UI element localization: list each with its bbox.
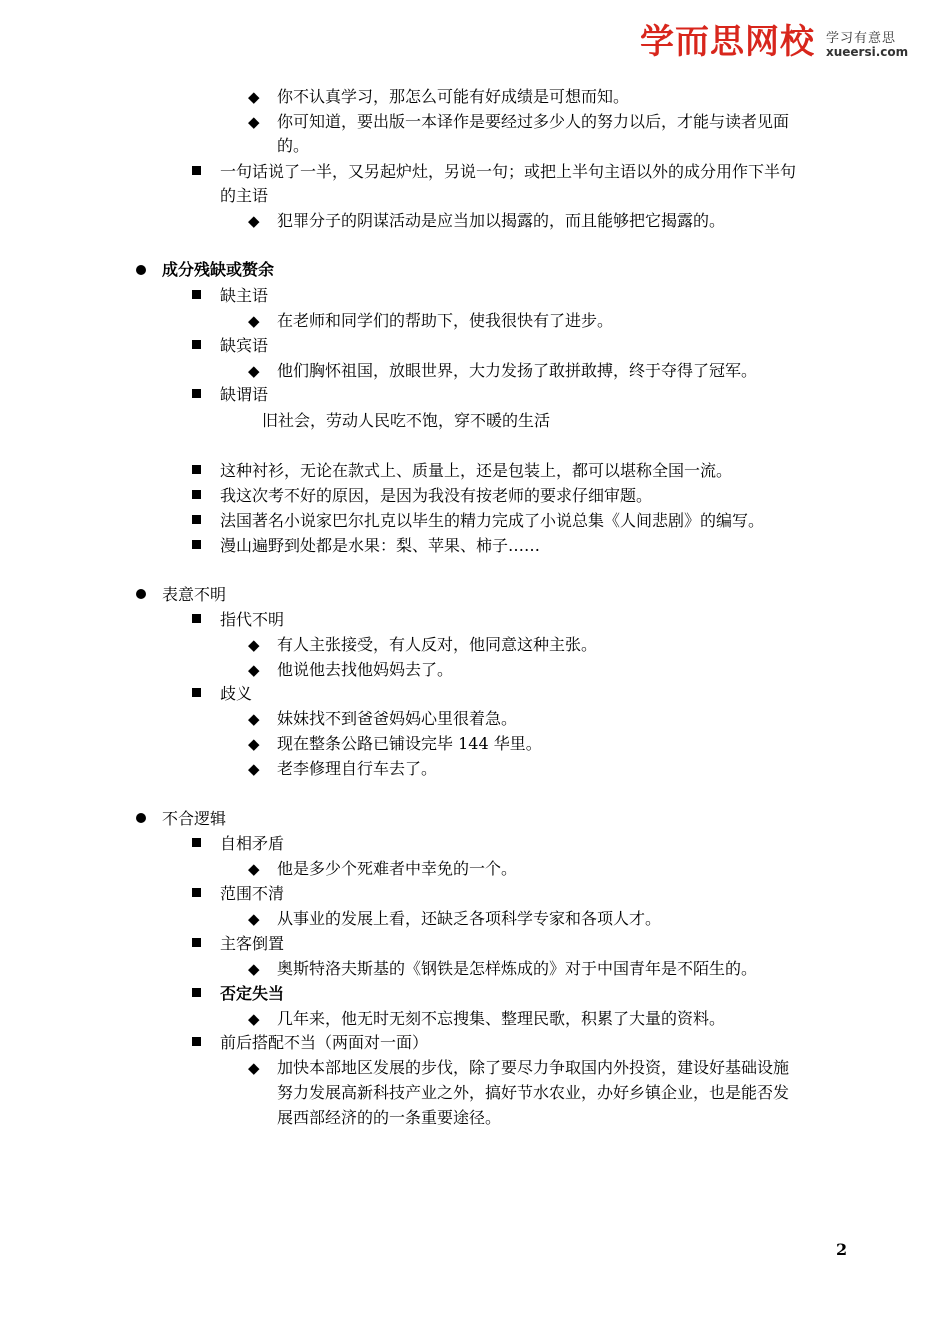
logo-domain: xueersi.com — [826, 45, 909, 59]
diamond-bullet-icon: ◆ — [248, 362, 260, 380]
diamond-bullet-icon: ◆ — [248, 312, 260, 330]
example-sentence: 现在整条公路已铺设完毕 144 华里。 — [277, 734, 542, 753]
diamond-bullet-icon: ◆ — [248, 760, 260, 778]
example-sentence: 他说他去找他妈妈去了。 — [277, 660, 454, 679]
circle-bullet-icon — [136, 589, 146, 599]
example-sentence: 你不认真学习，那怎么可能有好成绩是可想而知。 — [277, 87, 630, 106]
rule-text: 一句话说了一半，又另起炉灶，另说一句；或把上半句主语以外的成分用作下半句 — [220, 162, 797, 181]
section-title: 成分残缺或赘余 — [162, 260, 275, 279]
subsection-title: 范围不清 — [220, 884, 285, 903]
logo-slogan: 学习有意思 — [826, 31, 897, 46]
example-sentence: 这种衬衫，无论在款式上、质量上，还是包装上，都可以堪称全国一流。 — [220, 461, 733, 480]
diamond-bullet-icon: ◆ — [248, 860, 260, 878]
subsection-title: 主客倒置 — [220, 934, 285, 953]
example-sentence: 你可知道，要出版一本译作是要经过多少人的努力以后，才能与读者见面 — [277, 112, 790, 131]
square-bullet-icon — [192, 340, 201, 349]
square-bullet-icon — [192, 465, 201, 474]
example-sentence: 旧社会，劳动人民吃不饱，穿不暖的生活 — [262, 411, 551, 430]
example-sentence: 法国著名小说家巴尔扎克以毕生的精力完成了小说总集《人间悲剧》的编写。 — [220, 511, 765, 530]
subsection-title: 缺主语 — [220, 286, 269, 305]
diamond-bullet-icon: ◆ — [248, 113, 260, 131]
example-sentence-continued: 展西部经济的的一条重要途径。 — [277, 1108, 502, 1127]
example-sentence: 我这次考不好的原因，是因为我没有按老师的要求仔细审题。 — [220, 486, 653, 505]
diamond-bullet-icon: ◆ — [248, 710, 260, 728]
example-sentence: 他是多少个死难者中幸免的一个。 — [277, 859, 518, 878]
example-sentence: 有人主张接受，有人反对，他同意这种主张。 — [277, 635, 598, 654]
example-sentence: 犯罪分子的阴谋活动是应当加以揭露的，而且能够把它揭露的。 — [277, 211, 726, 230]
circle-bullet-icon — [136, 813, 146, 823]
square-bullet-icon — [192, 166, 201, 175]
diamond-bullet-icon: ◆ — [248, 636, 260, 654]
circle-bullet-icon — [136, 265, 146, 275]
diamond-bullet-icon: ◆ — [248, 735, 260, 753]
square-bullet-icon — [192, 389, 201, 398]
subsection-title: 缺宾语 — [220, 336, 269, 355]
diamond-bullet-icon: ◆ — [248, 212, 260, 230]
subsection-title: 自相矛盾 — [220, 834, 285, 853]
example-sentence: 妹妹找不到爸爸妈妈心里很着急。 — [277, 709, 518, 728]
example-sentence-continued: 努力发展高新科技产业之外，搞好节水农业，办好乡镇企业，也是能否发 — [277, 1083, 790, 1102]
section-title: 表意不明 — [162, 585, 227, 604]
diamond-bullet-icon: ◆ — [248, 88, 260, 106]
square-bullet-icon — [192, 515, 201, 524]
example-sentence: 奥斯特洛夫斯基的《钢铁是怎样炼成的》对于中国青年是不陌生的。 — [277, 959, 758, 978]
subsection-title: 指代不明 — [220, 610, 285, 629]
example-sentence: 从事业的发展上看，还缺乏各项科学专家和各项人才。 — [277, 909, 662, 928]
square-bullet-icon — [192, 938, 201, 947]
diamond-bullet-icon: ◆ — [248, 960, 260, 978]
rule-text-continued: 的主语 — [220, 186, 269, 205]
subsection-title: 歧义 — [220, 684, 253, 703]
brand-logo — [640, 22, 920, 66]
square-bullet-icon — [192, 490, 201, 499]
section-title: 不合逻辑 — [162, 809, 227, 828]
logo-text: 学而思网校 — [640, 22, 815, 62]
example-sentence: 在老师和同学们的帮助下，使我很快有了进步。 — [277, 311, 614, 330]
square-bullet-icon — [192, 988, 201, 997]
subsection-title: 前后搭配不当（两面对一面） — [220, 1033, 429, 1052]
diamond-bullet-icon: ◆ — [248, 661, 260, 679]
page-number: 2 — [836, 1240, 848, 1259]
subsection-title: 否定失当 — [220, 984, 285, 1003]
example-sentence: 加快本部地区发展的步伐，除了要尽力争取国内外投资，建设好基础设施 — [277, 1058, 790, 1077]
example-sentence: 他们胸怀祖国，放眼世界，大力发扬了敢拼敢搏，终于夺得了冠军。 — [277, 361, 758, 380]
square-bullet-icon — [192, 290, 201, 299]
diamond-bullet-icon: ◆ — [248, 1059, 260, 1077]
diamond-bullet-icon: ◆ — [248, 1010, 260, 1028]
square-bullet-icon — [192, 688, 201, 697]
square-bullet-icon — [192, 614, 201, 623]
example-sentence: 漫山遍野到处都是水果：梨、苹果、柿子…… — [220, 536, 541, 555]
example-sentence: 几年来，他无时无刻不忘搜集、整理民歌，积累了大量的资料。 — [277, 1009, 726, 1028]
example-sentence: 老李修理自行车去了。 — [277, 759, 438, 778]
square-bullet-icon — [192, 888, 201, 897]
diamond-bullet-icon: ◆ — [248, 910, 260, 928]
square-bullet-icon — [192, 1037, 201, 1046]
example-sentence-continued: 的。 — [277, 136, 310, 155]
subsection-title: 缺谓语 — [220, 385, 269, 404]
square-bullet-icon — [192, 838, 201, 847]
square-bullet-icon — [192, 540, 201, 549]
